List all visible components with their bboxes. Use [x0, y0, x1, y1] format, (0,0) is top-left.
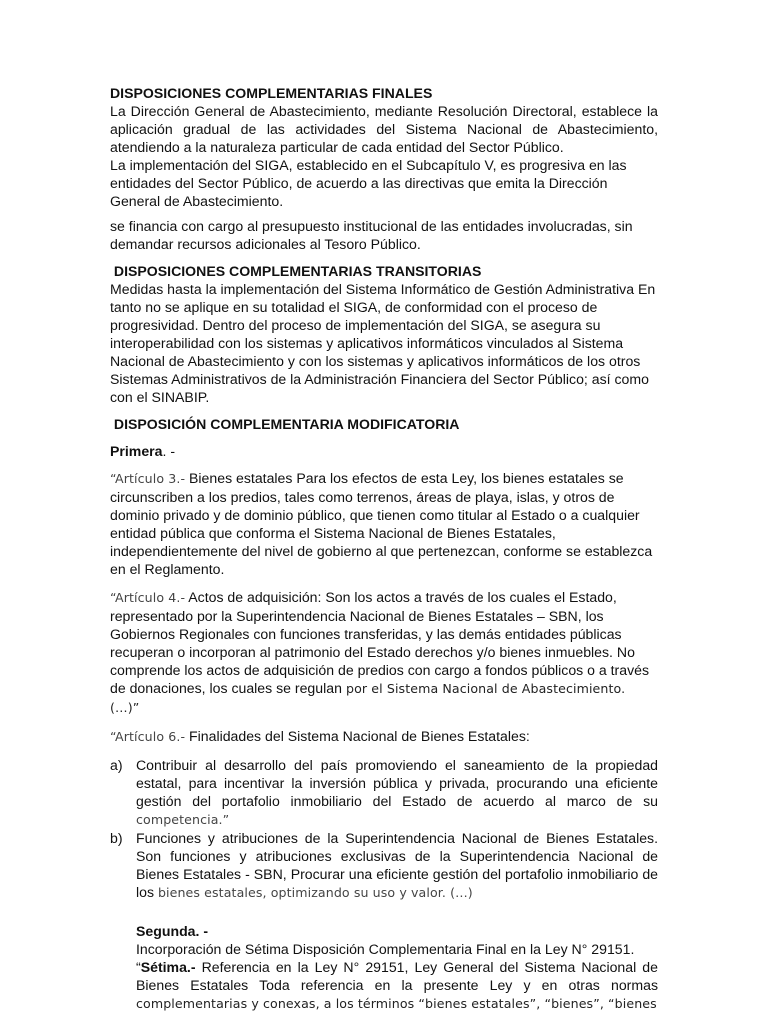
finales-paragraph-1: La Dirección General de Abastecimiento, mediante Resolución Directoral, establece la aplicación gradual de las actividades del Sistema Nacional de Abastecimiento, atendiendo a la naturaleza particular de cada entidad del Sector Público. [110, 103, 658, 155]
articulo-4-text: Actos de adquisición: Son los actos a través de los cuales el Estado, representado por la Superintendencia Nacional de Bienes Estatales – SBN, los Gobiernos Regionales con funciones transferidas, y las demás entidades públicas recuperan o incorporan al patrimonio del Estado derechos y/o bienes inmuebles. No comprende los actos de adquisición de predios con cargo a fondos públicos o a través de donaciones, los cuales se regulan [110, 589, 650, 696]
list-item-a [110, 756, 658, 829]
segunda-block [110, 922, 658, 1013]
primera-suffix: . - [162, 443, 176, 459]
transitorias-heading: DISPOSICIONES COMPLEMENTARIAS TRANSITORIAS [110, 263, 482, 279]
articulo-3 [110, 469, 658, 578]
finales-heading: DISPOSICIONES COMPLEMENTARIAS FINALES [110, 85, 433, 101]
list-item-text: Contribuir al desarrollo del país promoviendo el saneamiento de la propiedad estatal, para incentivar la inversión pública y privada, procurando una eficiente gestión del portafolio inmobiliario del Estado de acuerdo al marco de su [136, 757, 658, 809]
setima-paragraph [136, 958, 658, 1013]
setima-label: Sétima.- [140, 959, 196, 975]
articulo-3-text: Bienes estatales Para los efectos de esta Ley, los bienes estatales se circunscriben a los predios, tales como terrenos, áreas de playa, islas, y otros de dominio privado y de dominio público, que tienen como titular al Estado o a cualquier entidad pública que conforma el Sistema Nacional de Bienes Estatales, independientemente del nivel de gobierno al que pertenezcan, conforme se establezca en el Reglamento. [110, 470, 653, 577]
list-marker: b) [110, 830, 123, 846]
finales-paragraph-3: se financia con cargo al presupuesto institucional de las entidades involucradas, sin demandar recursos adicionales al Tesoro Público. [110, 218, 633, 252]
articulo-6-label: “Artículo 6.- [110, 729, 186, 744]
setima-text: Referencia en la Ley N° 29151, Ley General del Sistema Nacional de Bienes Estatales Toda referencia en la presente Ley y en otras normas [136, 959, 658, 993]
finales-paragraph-2: La implementación del SIGA, establecido en el Subcapítulo V, es progresiva en las entidades del Sector Público, de acuerdo a las directivas que emita la Dirección General de Abastecimiento. [110, 157, 627, 209]
primera-label: Primera [110, 443, 163, 459]
setima-tail: complementarias y conexas, a los términos “bienes estatales”, “bienes”, “bienes [136, 996, 657, 1011]
articulo-4 [110, 588, 658, 717]
list-item-text: Funciones y atribuciones de la Superintendencia Nacional de Bienes Estatales. Son funciones y atribuciones exclusivas de la Superintendencia Nacional de Bienes Estatales - SBN, Procurar una eficiente gestión del portafolio inmobiliario de los [136, 830, 658, 900]
list-marker: a) [110, 757, 123, 773]
segunda-line: Incorporación de Sétima Disposición Complementaria Final en la Ley N° 29151. [136, 941, 635, 957]
segunda-heading: Segunda. - [136, 923, 209, 939]
document-page [110, 84, 658, 1013]
articulo-6-text: Finalidades del Sistema Nacional de Bienes Estatales: [185, 728, 530, 744]
list-item-b [110, 829, 658, 902]
setima-open-quote: “ [136, 959, 141, 975]
modificatoria-heading: DISPOSICIÓN COMPLEMENTARIA MODIFICATORIA [110, 416, 460, 432]
list-item-tail: competencia.” [136, 812, 230, 827]
articulo-4-label: “Artículo 4.- [110, 590, 186, 605]
articulo-4-tail: por el Sistema Nacional de Abastecimiento. (…)” [110, 681, 626, 715]
articulo-3-label: “Artículo 3.- [110, 471, 186, 486]
transitorias-paragraph: Medidas hasta la implementación del Sistema Informático de Gestión Administrativa En tanto no se aplique en su totalidad el SIGA, de conformidad con el proceso de progresividad. Dentro del proceso de implementación del SIGA, se asegura su interoperabilidad con los sistemas y aplicativos informáticos vinculados al Sistema Nacional de Abastecimiento y con los sistemas y aplicativos informáticos de los otros Sistemas Administrativos de la Administración Financiera del Sector Público; así como con el SINABIP. [110, 281, 656, 405]
primera-line [110, 442, 658, 460]
articulo-6 [110, 727, 658, 746]
list-item-tail: bienes estatales, optimizando su uso y valor. (…) [157, 885, 473, 900]
